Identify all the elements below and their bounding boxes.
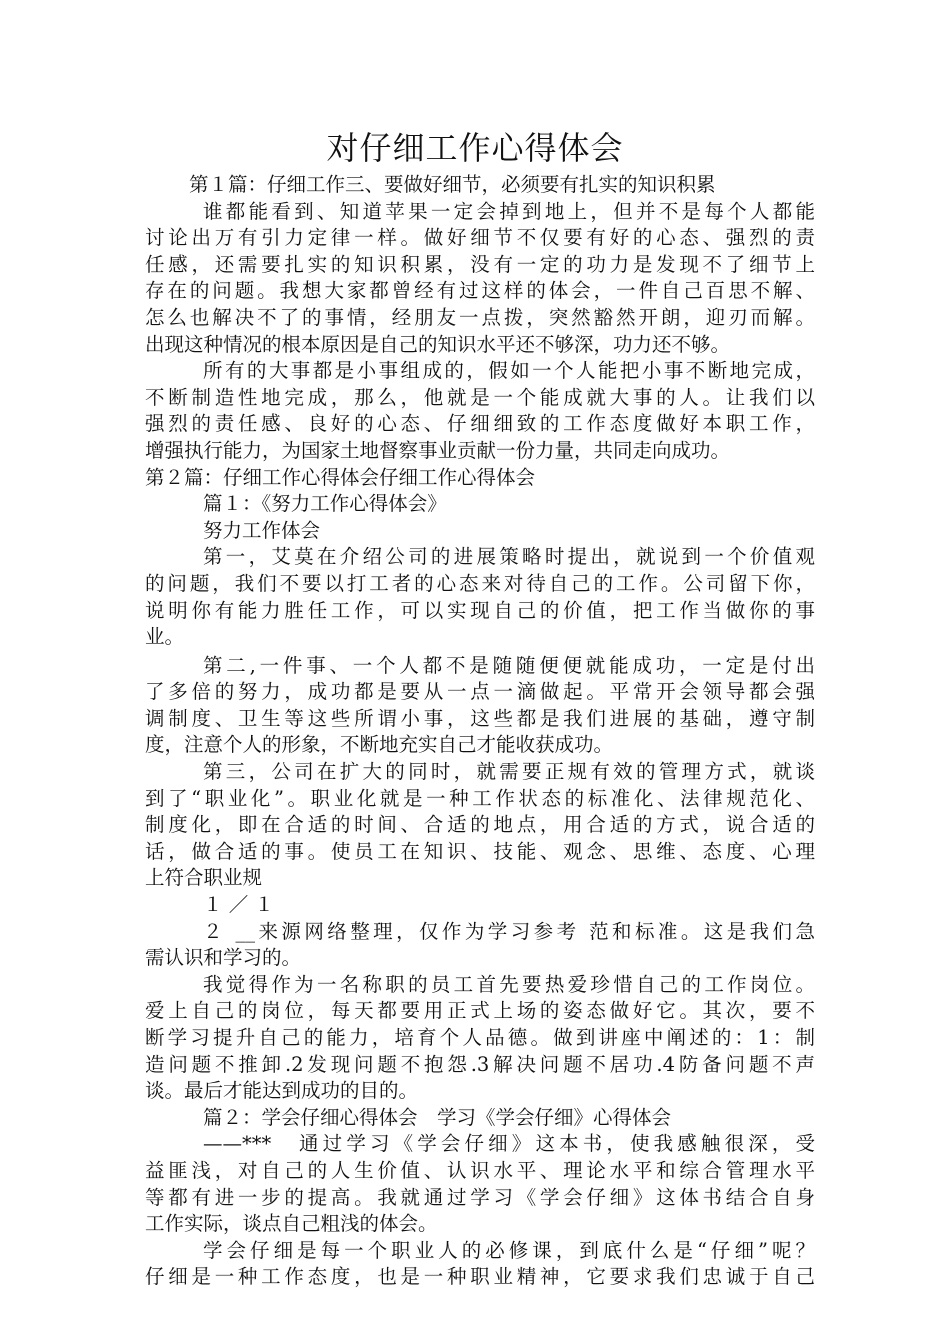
paragraph-line: 需认识和学习的。 — [145, 946, 302, 970]
paragraph-line: ——*** 通过学习《学会仔细》这本书，使我感触很深，受 — [203, 1132, 815, 1156]
sub-heading: 努力工作体会 — [203, 518, 321, 542]
paragraph-line: 谁都能看到、知道苹果一定会掉到地上，但并不是每个人都能 — [203, 199, 815, 223]
paragraph-line: 造问题不推卸.2发现问题不抱怨.3解决问题不居功.4防备问题不声 — [145, 1052, 815, 1076]
paragraph-line: 说明你有能力胜任工作，可以实现自己的价值，把工作当做你的事 — [145, 598, 815, 622]
paragraph-line: 谈。最后才能达到成功的目的。 — [145, 1079, 419, 1103]
paragraph-line: 增强执行能力，为国家土地督察事业贡献一份力量，共同走向成功。 — [145, 438, 731, 462]
paragraph-line: 我觉得作为一名称职的员工首先要热爱珍惜自己的工作岗位。 — [203, 972, 815, 996]
paragraph-line: 第二,一件事、一个人都不是随随便便就能成功，一定是付出 — [203, 653, 815, 677]
paragraph-line: 第一，艾莫在介绍公司的进展策略时提出，就说到一个价值观 — [203, 545, 815, 569]
page-number: １ ／ １ — [203, 893, 274, 917]
paragraph-line: 怎么也解决不了的事情，经朋友一点拨，突然豁然开朗，迎刃而解。 — [145, 305, 815, 329]
section-heading-1: 第１篇：仔细工作三、要做好细节，必须要有扎实的知识积累 — [189, 173, 716, 196]
paragraph-line: 存在的问题。我想大家都曾经有过这样的体会，一件自己百思不解、 — [145, 279, 815, 303]
paragraph-line: 爱上自己的岗位，每天都要用正式上场的姿态做好它。其次，要不 — [145, 999, 815, 1023]
paragraph-line: 上符合职业规 — [145, 866, 263, 890]
paragraph-line: 学会仔细是每一个职业人的必修课，到底什么是“仔细”呢？ — [203, 1238, 815, 1262]
paragraph-line: ２ __来源网络整理，仅作为学习参考 范和标准。这是我们急 — [203, 919, 815, 943]
sub-heading: 篇２：学会仔细心得体会 学习《学会仔细》心得体会 — [203, 1105, 672, 1129]
paragraph-line: 业。 — [145, 625, 185, 649]
paragraph-line: 调制度、卫生等这些所谓小事，这些都是我们进展的基础，遵守制 — [145, 706, 815, 730]
paragraph-line: 不断制造性地完成，那么，他就是一个能成就大事的人。让我们以 — [145, 385, 815, 409]
paragraph-line: 工作实际，谈点自己粗浅的体会。 — [145, 1212, 438, 1236]
paragraph-line: 第三，公司在扩大的同时，就需要正规有效的管理方式，就谈 — [203, 760, 815, 784]
document-body — [145, 172, 815, 1291]
paragraph-line: 仔细是一种工作态度，也是一种职业精神，它要求我们忠诚于自己 — [145, 1265, 815, 1289]
sub-heading: 篇１：《努力工作心得体会》 — [203, 492, 447, 516]
paragraph-line: 度，注意个人的形象，不断地充实自己才能收获成功。 — [145, 733, 614, 757]
paragraph-line: 的问题，我们不要以打工者的心态来对待自己的工作。公司留下你， — [145, 571, 815, 595]
paragraph-line: 到了“职业化”。职业化就是一种工作状态的标准化、法律规范化、 — [145, 786, 815, 810]
paragraph-line: 断学习提升自己的能力，培育个人品德。做到讲座中阐述的：1：制 — [145, 1026, 815, 1049]
document-title: 对仔细工作心得体会 — [326, 129, 624, 167]
paragraph-line: 任感，还需要扎实的知识积累，没有一定的功力是发现不了细节上 — [145, 252, 815, 276]
paragraph-line: 益匪浅，对自己的人生价值、认识水平、理论水平和综合管理水平 — [145, 1158, 815, 1182]
section-heading-2: 第２篇：仔细工作心得体会仔细工作心得体会 — [145, 465, 536, 489]
paragraph-line: 等都有进一步的提高。我就通过学习《学会仔细》这体书结合自身 — [145, 1185, 815, 1209]
paragraph-line: 制度化，即在合适的时间、合适的地点，用合适的方式，说合适的 — [145, 813, 815, 837]
paragraph-line: 话，做合适的事。使员工在知识、技能、观念、思维、态度、心理 — [145, 839, 815, 863]
paragraph-line: 所有的大事都是小事组成的，假如一个人能把小事不断地完成， — [203, 359, 815, 383]
paragraph-line: 出现这种情况的根本原因是自己的知识水平还不够深，功力还不够。 — [145, 332, 731, 356]
paragraph-line: 讨论出万有引力定律一样。做好细节不仅要有好的心态、强烈的责 — [145, 226, 815, 250]
paragraph-line: 强烈的责任感、良好的心态、仔细细致的工作态度做好本职工作， — [145, 412, 815, 436]
paragraph-line: 了多倍的努力，成功都是要从一点一滴做起。平常开会领导都会强 — [145, 680, 815, 704]
